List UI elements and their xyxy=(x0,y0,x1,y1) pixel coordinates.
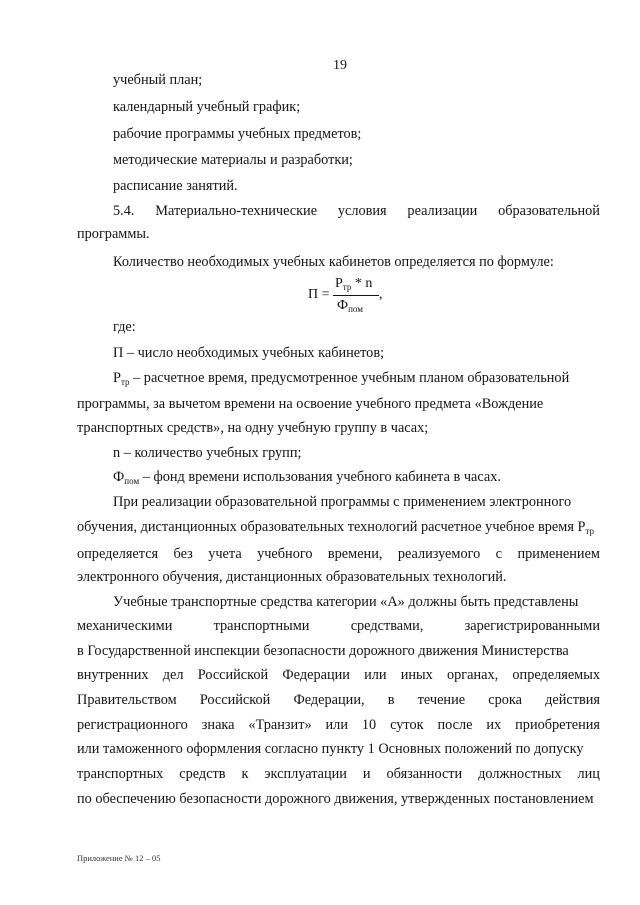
text-line: по обеспечению безопасности дорожного движения, утвержденных постановлением xyxy=(77,791,594,807)
word: срока xyxy=(488,692,522,708)
word: действия xyxy=(545,692,600,708)
text-line: рабочие программы учебных предметов; xyxy=(113,126,362,142)
word: без xyxy=(173,546,193,562)
word: с xyxy=(495,546,503,562)
word: образовательной xyxy=(498,203,600,219)
section-heading-line xyxy=(113,202,600,220)
word: Материально-технические xyxy=(155,203,318,219)
word: зарегистрированными xyxy=(464,618,600,634)
word: обязанности xyxy=(386,766,463,782)
word: Российской xyxy=(197,667,269,683)
page-number: 19 xyxy=(333,58,347,73)
formula-comma: , xyxy=(379,287,383,302)
word: внутренних xyxy=(77,667,149,683)
definition-line: $Р_{тр}$ – расчетное время, предусмотренное учебным планом образовательной xyxy=(113,370,570,387)
text-line: При реализации образовательной программы с применением электронного xyxy=(113,494,572,510)
word: приобретения xyxy=(515,717,600,733)
text-line: или таможенного оформления согласно пункту 1 Основных положений по допуску xyxy=(77,741,584,757)
word: учебного xyxy=(257,546,313,562)
word: механическими xyxy=(77,618,173,634)
word: и xyxy=(362,766,371,782)
word: Федерации, xyxy=(293,692,365,708)
word: транспортных xyxy=(77,766,164,782)
word: суток xyxy=(390,717,424,733)
word: определяемых xyxy=(512,667,600,683)
justified-line xyxy=(77,716,600,734)
word: Российской xyxy=(199,692,271,708)
word: определяется xyxy=(77,546,159,562)
justified-line xyxy=(77,765,600,783)
word: реализуемого xyxy=(397,546,481,562)
word: после xyxy=(437,717,473,733)
word: времени, xyxy=(327,546,383,562)
word: транспортными xyxy=(213,618,310,634)
text-line: n – количество учебных групп; xyxy=(113,445,302,461)
text-line xyxy=(77,395,600,413)
word: Федерации xyxy=(282,667,350,683)
word: 10 xyxy=(361,717,377,733)
word: или xyxy=(325,717,348,733)
text-line: календарный учебный график; xyxy=(113,99,301,115)
formula-numerator: $Р_{тр}$ * n xyxy=(335,276,373,292)
word: должностных xyxy=(478,766,562,782)
formula-lhs: П = xyxy=(308,287,330,302)
word: Правительством xyxy=(77,692,177,708)
word: знака xyxy=(201,717,235,733)
word: их xyxy=(486,717,502,733)
word: «Транзит» xyxy=(248,717,312,733)
text-line: где: xyxy=(113,319,136,335)
page-footer: Приложение № 12 – 05 xyxy=(77,853,161,863)
text-line: методические материалы и разработки; xyxy=(113,152,353,168)
text-line: Количество необходимых учебных кабинетов определяется по формуле: xyxy=(113,254,554,270)
word: течение xyxy=(417,692,466,708)
justified-line xyxy=(77,545,600,563)
text-line: учебный план; xyxy=(113,72,203,88)
line-text: программы, за вычетом времени на освоение учебного предмета «Вождение xyxy=(77,396,544,412)
text-line: Учебные транспортные средства категории «А» должны быть представлены xyxy=(113,594,579,610)
formula-denominator: $Ф_{пом}$ xyxy=(337,298,363,314)
word: средств xyxy=(179,766,226,782)
word: регистрационного xyxy=(77,717,188,733)
text-line: транспортных средств», на одну учебную группу в часах; xyxy=(77,420,429,436)
word: иных xyxy=(400,667,433,683)
word: условия xyxy=(337,203,387,219)
text-line: в Государственной инспекции безопасности дорожного движения Министерства xyxy=(77,643,569,659)
text-line: обучения, дистанционных образовательных технологий расчетное учебное время $Р_{тр}$ xyxy=(77,519,594,536)
justified-line xyxy=(77,617,600,635)
word: применением xyxy=(517,546,600,562)
word: в xyxy=(387,692,395,708)
text-line: программы. xyxy=(77,226,150,242)
word: 5.4. xyxy=(113,203,135,219)
text-line: электронного обучения, дистанционных образовательных технологий. xyxy=(77,569,507,585)
word: или xyxy=(364,667,387,683)
word: реализации xyxy=(407,203,478,219)
word: органах, xyxy=(446,667,499,683)
justified-line xyxy=(77,666,600,684)
justified-line xyxy=(77,691,600,709)
text-line: П – число необходимых учебных кабинетов; xyxy=(113,345,385,361)
text-line xyxy=(113,369,600,391)
word: средствами, xyxy=(350,618,424,634)
definition-line: $Ф_{пом}$ – фонд времени использования учебного кабинета в часах. xyxy=(113,469,501,486)
word: эксплуатации xyxy=(264,766,347,782)
word: лиц xyxy=(577,766,600,782)
word: учета xyxy=(208,546,242,562)
fraction-bar xyxy=(333,295,379,296)
formula xyxy=(308,274,388,324)
text-line: расписание занятий. xyxy=(113,178,238,194)
word: к xyxy=(241,766,249,782)
word: дел xyxy=(162,667,184,683)
